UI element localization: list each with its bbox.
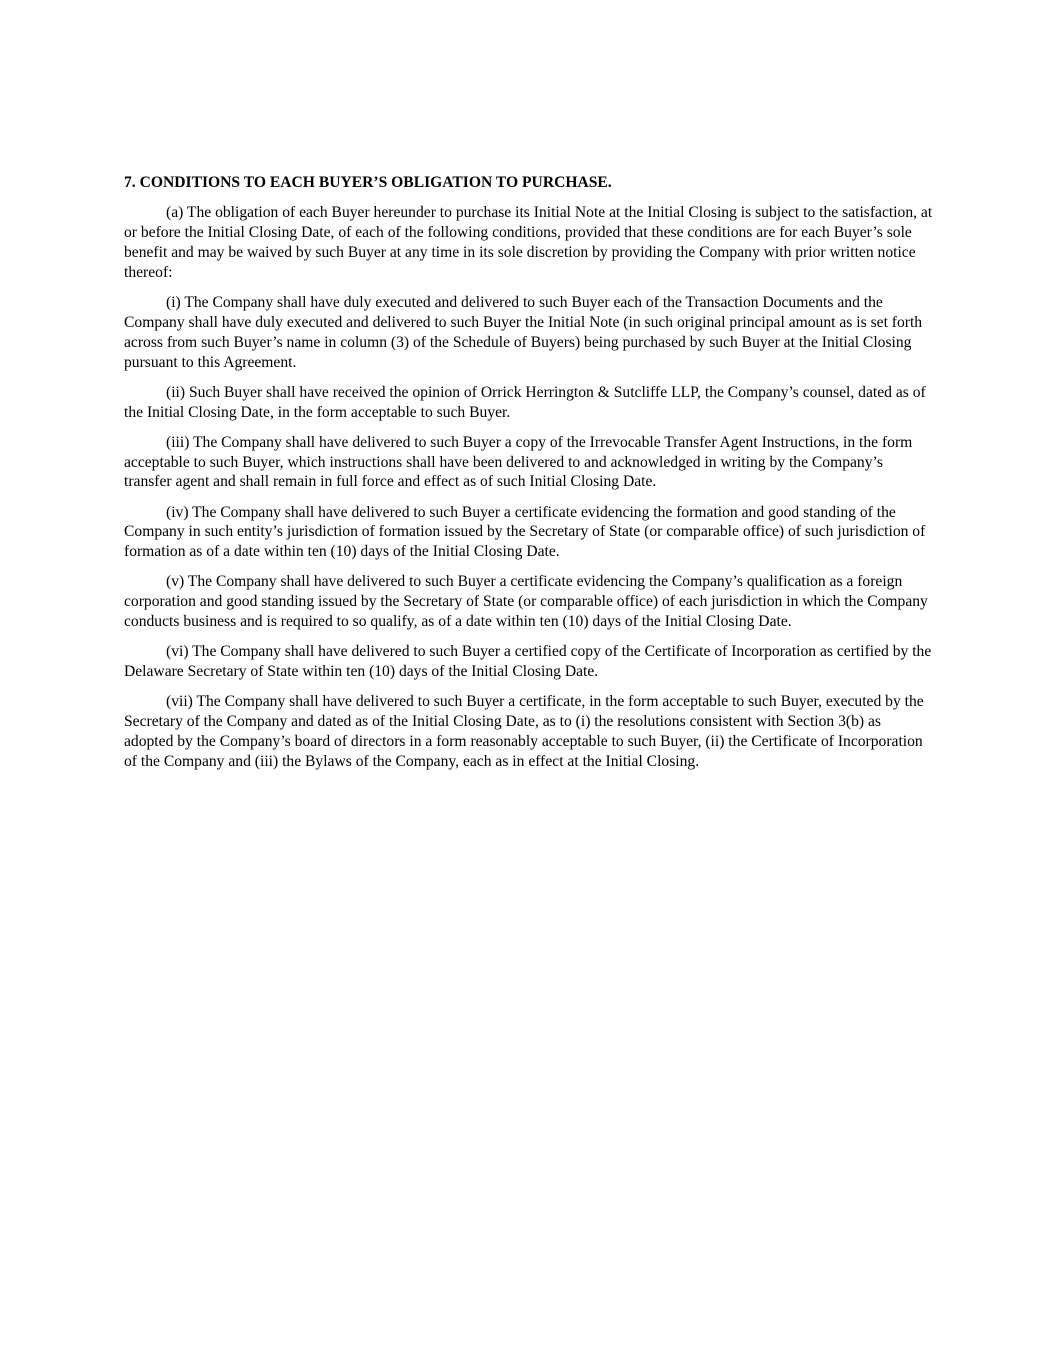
paragraph-v: (v) The Company shall have delivered to such Buyer a certificate evidencing the Company’s qualification as a foreign corporation and good standing issued by the Secretary of State (or comparable office) of each jurisdiction in which the Company conducts business and is required to so qualify, as of a date within ten (10) days of the Initial Closing Date.: [124, 573, 928, 631]
paragraph-ii: (ii) Such Buyer shall have received the opinion of Orrick Herrington & Sutcliffe LLP, the Company’s counsel, dated as of the Initial Closing Date, in the form acceptable to such Buyer.: [124, 383, 926, 421]
paragraph-vii: (vii) The Company shall have delivered to such Buyer a certificate, in the form acceptable to such Buyer, executed by the Secretary of the Company and dated as of the Initial Closing Date, as to (i) the resolutions consistent with Section 3(b) as adopted by the Company’s board of directors in a form reasonably acceptable to such Buyer, (ii) the Certificate of Incorporation of the Company and (iii) the Bylaws of the Company, each as in effect at the Initial Closing.: [124, 693, 924, 771]
paragraph-a: (a) The obligation of each Buyer hereunder to purchase its Initial Note at the Initial Closing is subject to the satisfaction, at or before the Initial Closing Date, of each of the following conditions, provided that these conditions are for each Buyer’s sole benefit and may be waived by such Buyer at any time in its sole discretion by providing the Company with prior written notice thereof:: [124, 204, 933, 281]
paragraph-iii: (iii) The Company shall have delivered to such Buyer a copy of the Irrevocable Transfer Agent Instructions, in the form acceptable to such Buyer, which instructions shall have been delivered to and acknowledged in writing by the Company’s transfer agent and shall remain in full force and effect as of such Initial Closing Date.: [124, 433, 913, 491]
paragraph-vi: (vi) The Company shall have delivered to such Buyer a certified copy of the Certificate of Incorporation as certified by the Delaware Secretary of State within ten (10) days of the Initial Closing Date.: [124, 643, 932, 681]
section-heading: 7. CONDITIONS TO EACH BUYER’S OBLIGATION TO PURCHASE.: [124, 174, 612, 191]
document-body: [124, 173, 934, 782]
paragraph-iv: (iv) The Company shall have delivered to such Buyer a certificate evidencing the formation and good standing of the Company in such entity’s jurisdiction of formation issued by the Secretary of State (or comparable office) of such jurisdiction of formation as of a date within ten (10) days of the Initial Closing Date.: [124, 503, 926, 561]
paragraph-i: (i) The Company shall have duly executed and delivered to such Buyer each of the Transaction Documents and the Company shall have duly executed and delivered to such Buyer the Initial Note (in such original principal amount as is set forth across from such Buyer’s name in column (3) of the Schedule of Buyers) being purchased by such Buyer at the Initial Closing pursuant to this Agreement.: [124, 293, 923, 371]
